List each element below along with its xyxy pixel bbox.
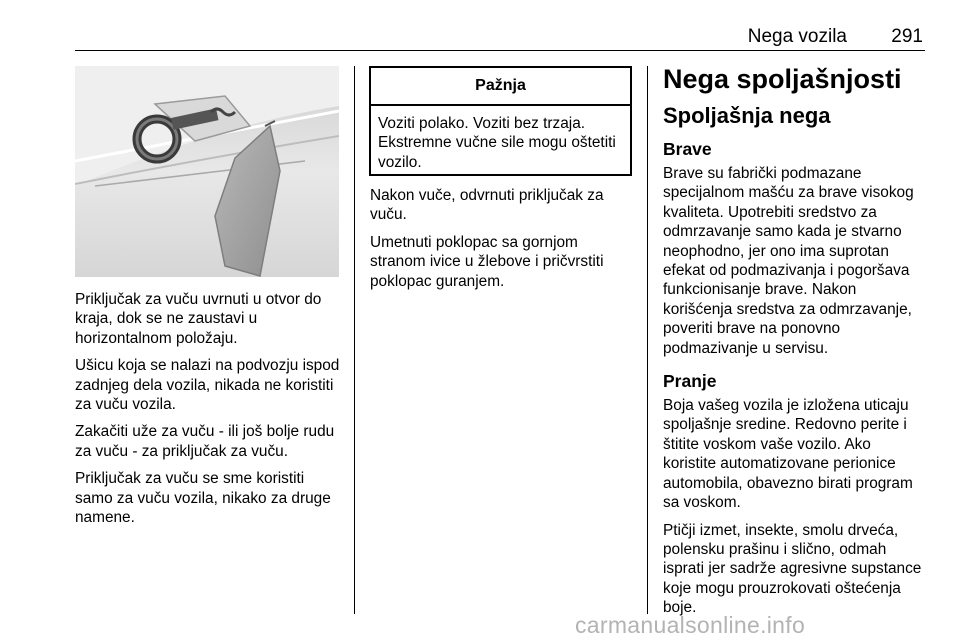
heading-locks: Brave: [663, 139, 712, 159]
note-body: Voziti polako. Voziti bez trzaja. Ekstremne vučne sile mogu oštetiti vozilo.: [378, 115, 616, 171]
section-subtitle: Spoljašnja nega: [663, 103, 831, 128]
paragraph: Priključak za vuču se sme koristiti samo za vuču vozila, nikako za druge namene.: [75, 470, 331, 527]
paragraph: Nakon vuče, odvrnuti priključak za vuču.: [370, 187, 604, 224]
watermark: carmanualsonline.info: [575, 612, 806, 638]
paragraph: Boja vašeg vozila je izložena uticaju spoljašnje sredine. Redovno perite i štitite voskom vaše vozilo. Ako koristite automatizovane perionice automobila, obavezno birati program sa voskom.: [663, 397, 913, 512]
middle-column: [370, 186, 632, 299]
paragraph: Priključak za vuču uvrnuti u otvor do kraja, dok se ne zaustavi u horizontalnom položaju.: [75, 291, 322, 347]
section-title: Nega vozila: [747, 26, 847, 47]
paragraph: Zakačiti uže za vuču - ili još bolje rudu za vuču - za priključak za vuču.: [75, 423, 335, 460]
right-column: [663, 62, 928, 630]
heading-washing: Pranje: [663, 371, 717, 392]
paragraph: Ušicu koja se nalazi na podvozju ispod zadnjeg dela vozila, nikada ne koristiti za vuču vozila.: [75, 357, 340, 414]
towing-eye-illustration: [75, 66, 339, 277]
towing-eye-figure: [75, 66, 339, 277]
note-title: Pažnja: [371, 68, 630, 106]
paragraph: Umetnuti poklopac sa gornjom stranom ivice u žlebove i pričvrstiti poklopac guranjem.: [370, 233, 604, 290]
section-locks: [663, 138, 928, 358]
column-divider-left: [354, 66, 355, 614]
section-washing: [663, 370, 928, 617]
paragraph: Brave su fabrički podmazane specijalnom mašću za brave visokog kvaliteta. Upotrebiti sredstvo za odmrzavanje samo kada je stvarno neophodno, jer ono ima suprotan efekat od podmazivanja i pogoršava funkcionisanje brave. Nakon korišćenja sredstva za odmrzavanje, poveriti brave na ponovno podmazivanje u servisu.: [663, 165, 914, 357]
column-divider-right: [647, 66, 648, 614]
paragraph: Ptičji izmet, insekte, smolu drveća, polensku prašinu i slično, odmah isprati jer sadrže agresivne supstance koje mogu prouzrokovati oštećenja boje.: [663, 521, 922, 617]
caution-note: [369, 66, 632, 176]
chapter-title: Nega spoljašnjosti: [663, 64, 902, 94]
left-column: [75, 290, 343, 535]
page-number: 291: [891, 26, 923, 47]
page-header: [75, 24, 925, 51]
